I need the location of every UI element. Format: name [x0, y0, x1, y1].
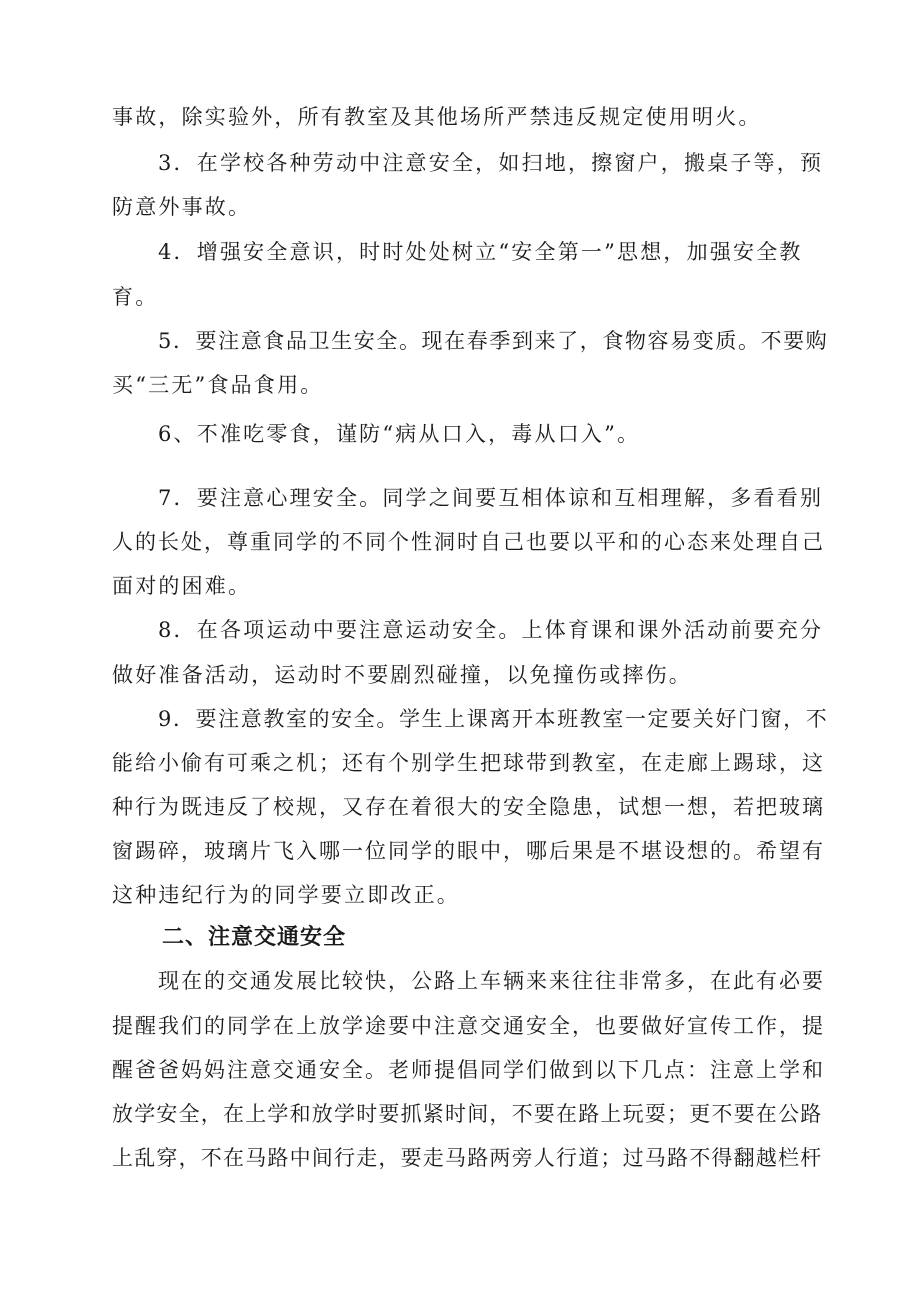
text-line: 3．在学校各种劳动中注意安全，如扫地，擦窗户，搬桌子等，预	[158, 151, 824, 175]
text-line: 能给小偷有可乘之机；还有个别学生把球带到教室，在走廊上踢球，这	[112, 751, 825, 775]
text-line: 4．增强安全意识，时时处处树立“安全第一”思想，加强安全教	[158, 240, 803, 264]
text-line: 做好准备活动，运动时不要剧烈碰撞，以免撞伤或摔伤。	[112, 663, 692, 687]
text-line: 现在的交通发展比较快，公路上车辆来来往往非常多，在此有必要	[158, 969, 825, 993]
text-line: 5．要注意食品卫生安全。现在春季到来了，食物容易变质。不要购	[158, 329, 829, 353]
text-line: 防意外事故。	[112, 195, 252, 219]
text-line: 人的长处，尊重同学的不同个性洞时自己也要以平和的心态来处理自己	[112, 530, 825, 554]
text-line: 7．要注意心理安全。同学之间要互相体谅和互相理解，多看看别	[158, 486, 824, 510]
text-line: 买“三无”食品食用。	[112, 373, 324, 397]
text-line: 放学安全，在上学和放学时要抓紧时间，不要在路上玩耍；更不要在公路	[112, 1102, 823, 1126]
text-line: 9．要注意教室的安全。学生上课离开本班教室一定要关好门窗，不	[158, 707, 829, 731]
section-heading: 二、注意交通安全	[162, 925, 347, 950]
text-line: 窗踢碎，玻璃片飞入哪一位同学的眼中，哪后果是不堪设想的。希望有	[112, 839, 825, 863]
text-line: 育。	[112, 285, 159, 309]
text-line: 8．在各项运动中要注意运动安全。上体育课和课外活动前要充分	[158, 618, 824, 642]
text-line: 提醒我们的同学在上放学途要中注意交通安全，也要做好宣传工作，提	[112, 1014, 825, 1038]
text-line: 6、不准吃零食，谨防“病从口入，毒从口入”。	[158, 422, 641, 446]
text-line: 上乱穿，不在马路中间行走，要走马路两旁人行道；过马路不得翻越栏杆	[112, 1146, 823, 1170]
text-line: 醒爸爸妈妈注意交通安全。老师提倡同学们做到以下几点：注意上学和	[112, 1058, 825, 1082]
text-line: 种行为既违反了校规，又存在着很大的安全隐患，试想一想，若把玻璃	[112, 795, 825, 819]
text-line: 面对的困难。	[112, 574, 252, 598]
text-line: 这种违纪行为的同学要立即改正。	[112, 883, 460, 907]
text-line: 事故，除实验外，所有教室及其他场所严禁违反规定使用明火。	[112, 105, 762, 129]
